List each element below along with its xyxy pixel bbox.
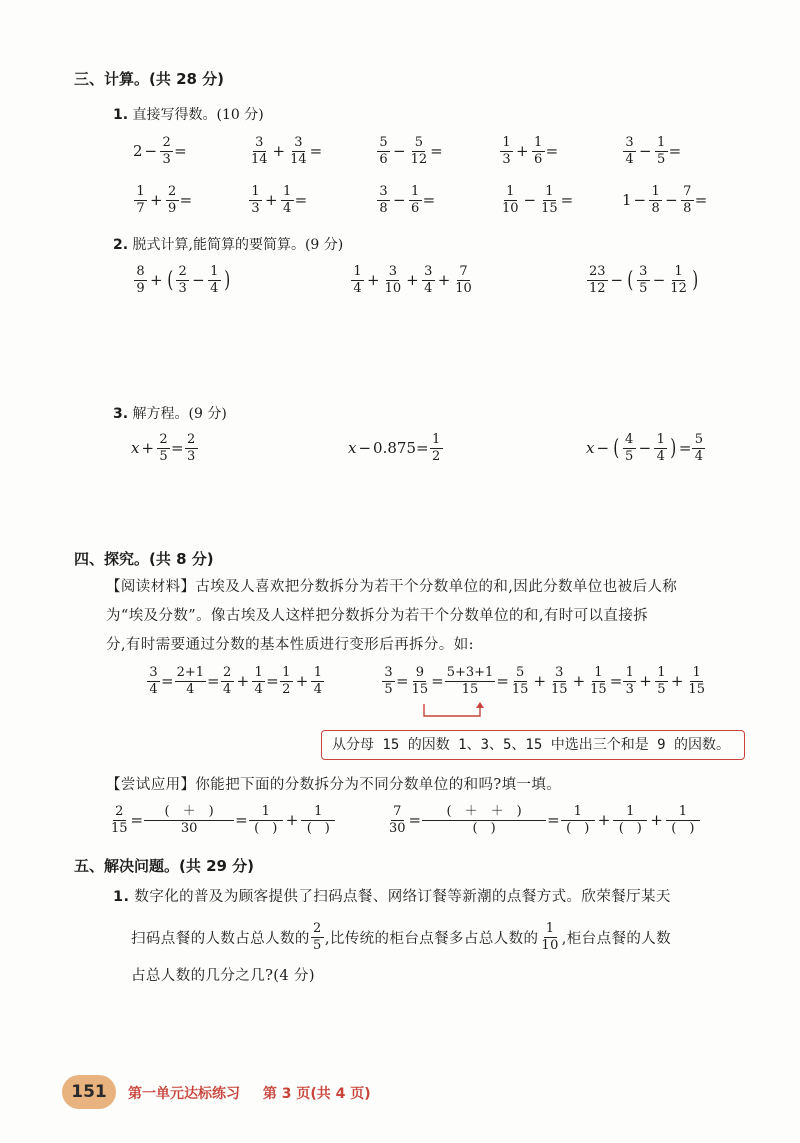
q1-expr-r1-a: 2 − $\frac{2}{3}$ = — [133, 135, 187, 168]
q1-expr-r2-e: 1 − $\frac{1}{8}$ − $\frac{7}{8}$ = — [622, 184, 708, 217]
q1-expr-r1-d: $\frac{1}{3}$ + $\frac{1}{6}$ = — [499, 136, 558, 168]
s5-q1-line3: 占总人数的几分之几?(4 分) — [131, 968, 315, 984]
q1-text: 直接写得数。(10 分) — [132, 107, 264, 123]
q3-equation-a: x + $\frac{2}{5}$ = $\frac{2}{3}$ — [131, 433, 199, 465]
q3-heading — [113, 403, 227, 423]
section3-title: 三、计算。(共 28 分) — [74, 70, 225, 88]
reading-line-2: 为“埃及分数”。像古埃及人这样把分数拆分为若干个分数单位的和,有时可以直接拆 — [106, 608, 649, 624]
footer-label — [128, 1083, 389, 1103]
section5-title: 五、解决问题。(共 29 分) — [74, 857, 255, 875]
page-number-badge: 151 — [62, 1075, 116, 1109]
q1-expr-r1-e: $\frac{3}{4}$ − $\frac{1}{5}$ = — [622, 136, 681, 168]
q2-expr-b: $\frac{1}{4}$ + $\frac{3}{10}$ + $\frac{3}{4}$ + $\frac{7}{10}$ — [350, 265, 475, 297]
q1-number: 1. — [113, 107, 129, 123]
reading-material — [106, 573, 766, 660]
q1-expr-r1-c: $\frac{5}{6}$ − $\frac{5}{12}$ = — [376, 136, 443, 168]
q1-expr-r1-b: $\frac{3}{14}$ + $\frac{3}{14}$ = — [251, 135, 323, 168]
s5-q1-line1: 1. 数字化的普及为顾客提供了扫码点餐、网络订餐等新潮的点餐方式。欣荣餐厅某天 — [113, 889, 671, 905]
apply-instruction: 【尝试应用】你能把下面的分数拆分为不同分数单位的和吗?填一填。 — [106, 777, 562, 793]
example-2: $\frac{3}{5}$ = $\frac{9}{15}$ = $\frac{5+3+1}{15}$ = $\frac{5}{15}$ + $\frac{3}{15}$ + $\frac{1}{15}$ = $\frac{1}{3}$ + $\frac{1}{5}$ + $\frac{1}{15}$ — [381, 666, 708, 698]
q3-text: 解方程。(9 分) — [132, 406, 227, 422]
q1-heading — [113, 104, 264, 124]
reading-line-1: 【阅读材料】古埃及人喜欢把分数拆分为若干个分数单位的和,因此分数单位也被后人称 — [106, 579, 678, 595]
hint-note-box: 从分母 15 的因数 1、3、5、15 中选出三个和是 9 的因数。 — [321, 730, 745, 760]
s5-q1-number: 1. — [113, 889, 130, 905]
footer-unit: 第一单元达标练习 — [128, 1086, 240, 1102]
q1-expr-r2-d: $\frac{1}{10}$ − $\frac{1}{15}$ = — [502, 184, 574, 217]
section4-title: 四、探究。(共 8 分) — [74, 550, 214, 568]
q3-equation-b: x − 0.875 = $\frac{1}{2}$ — [348, 433, 444, 465]
q2-heading — [113, 234, 343, 254]
arrow-connector-icon — [418, 700, 488, 724]
q2-expr-c: $\frac{23}{12}$ − ( $\frac{3}{5}$ − $\frac{1}{12}$ ) — [589, 264, 699, 297]
reading-line-3: 分,有时需要通过分数的基本性质进行变形后再拆分。如: — [106, 637, 474, 653]
q1-expr-r2-b: $\frac{1}{3}$ + $\frac{1}{4}$ = — [248, 185, 307, 217]
apply-problem-1: $\frac{2}{15}$ = $\frac{( + )}{30}$ = $\frac{1}{( )}$ + $\frac{1}{( )}$ — [108, 805, 336, 837]
q2-expr-a: $\frac{8}{9}$ + ( $\frac{2}{3}$ − $\frac{1}{4}$ ) — [133, 265, 232, 297]
example-1: $\frac{3}{4}$ = $\frac{2+1}{4}$ = $\frac{2}{4}$ + $\frac{1}{4}$ = $\frac{1}{2}$ + $\frac{1}{4}$ — [146, 666, 325, 698]
q3-number: 3. — [113, 406, 129, 422]
apply-problem-2: $\frac{7}{30}$ = $\frac{( + + )}{( )}$ = $\frac{1}{( )}$ + $\frac{1}{( )}$ + $\frac{1}{( )}$ — [386, 805, 701, 837]
q1-expr-r2-c: $\frac{3}{8}$ − $\frac{1}{6}$ = — [376, 185, 435, 217]
footer-page-info: 第 3 页(共 4 页) — [262, 1086, 371, 1102]
q1-expr-r2-a: $\frac{1}{7}$ + $\frac{2}{9}$ = — [133, 185, 192, 217]
q3-equation-c: x − ( $\frac{4}{5}$ − $\frac{1}{4}$ ) = $\frac{5}{4}$ — [586, 433, 706, 465]
q2-text: 脱式计算,能简算的要简算。(9 分) — [132, 237, 344, 253]
s5-q1-line2: 扫码点餐的人数占总人数的 $\frac{2}{5}$ ,比传统的柜台点餐多占总人数的 $\frac{1}{10}$ ,柜台点餐的人数 — [131, 921, 672, 954]
q2-number: 2. — [113, 237, 129, 253]
